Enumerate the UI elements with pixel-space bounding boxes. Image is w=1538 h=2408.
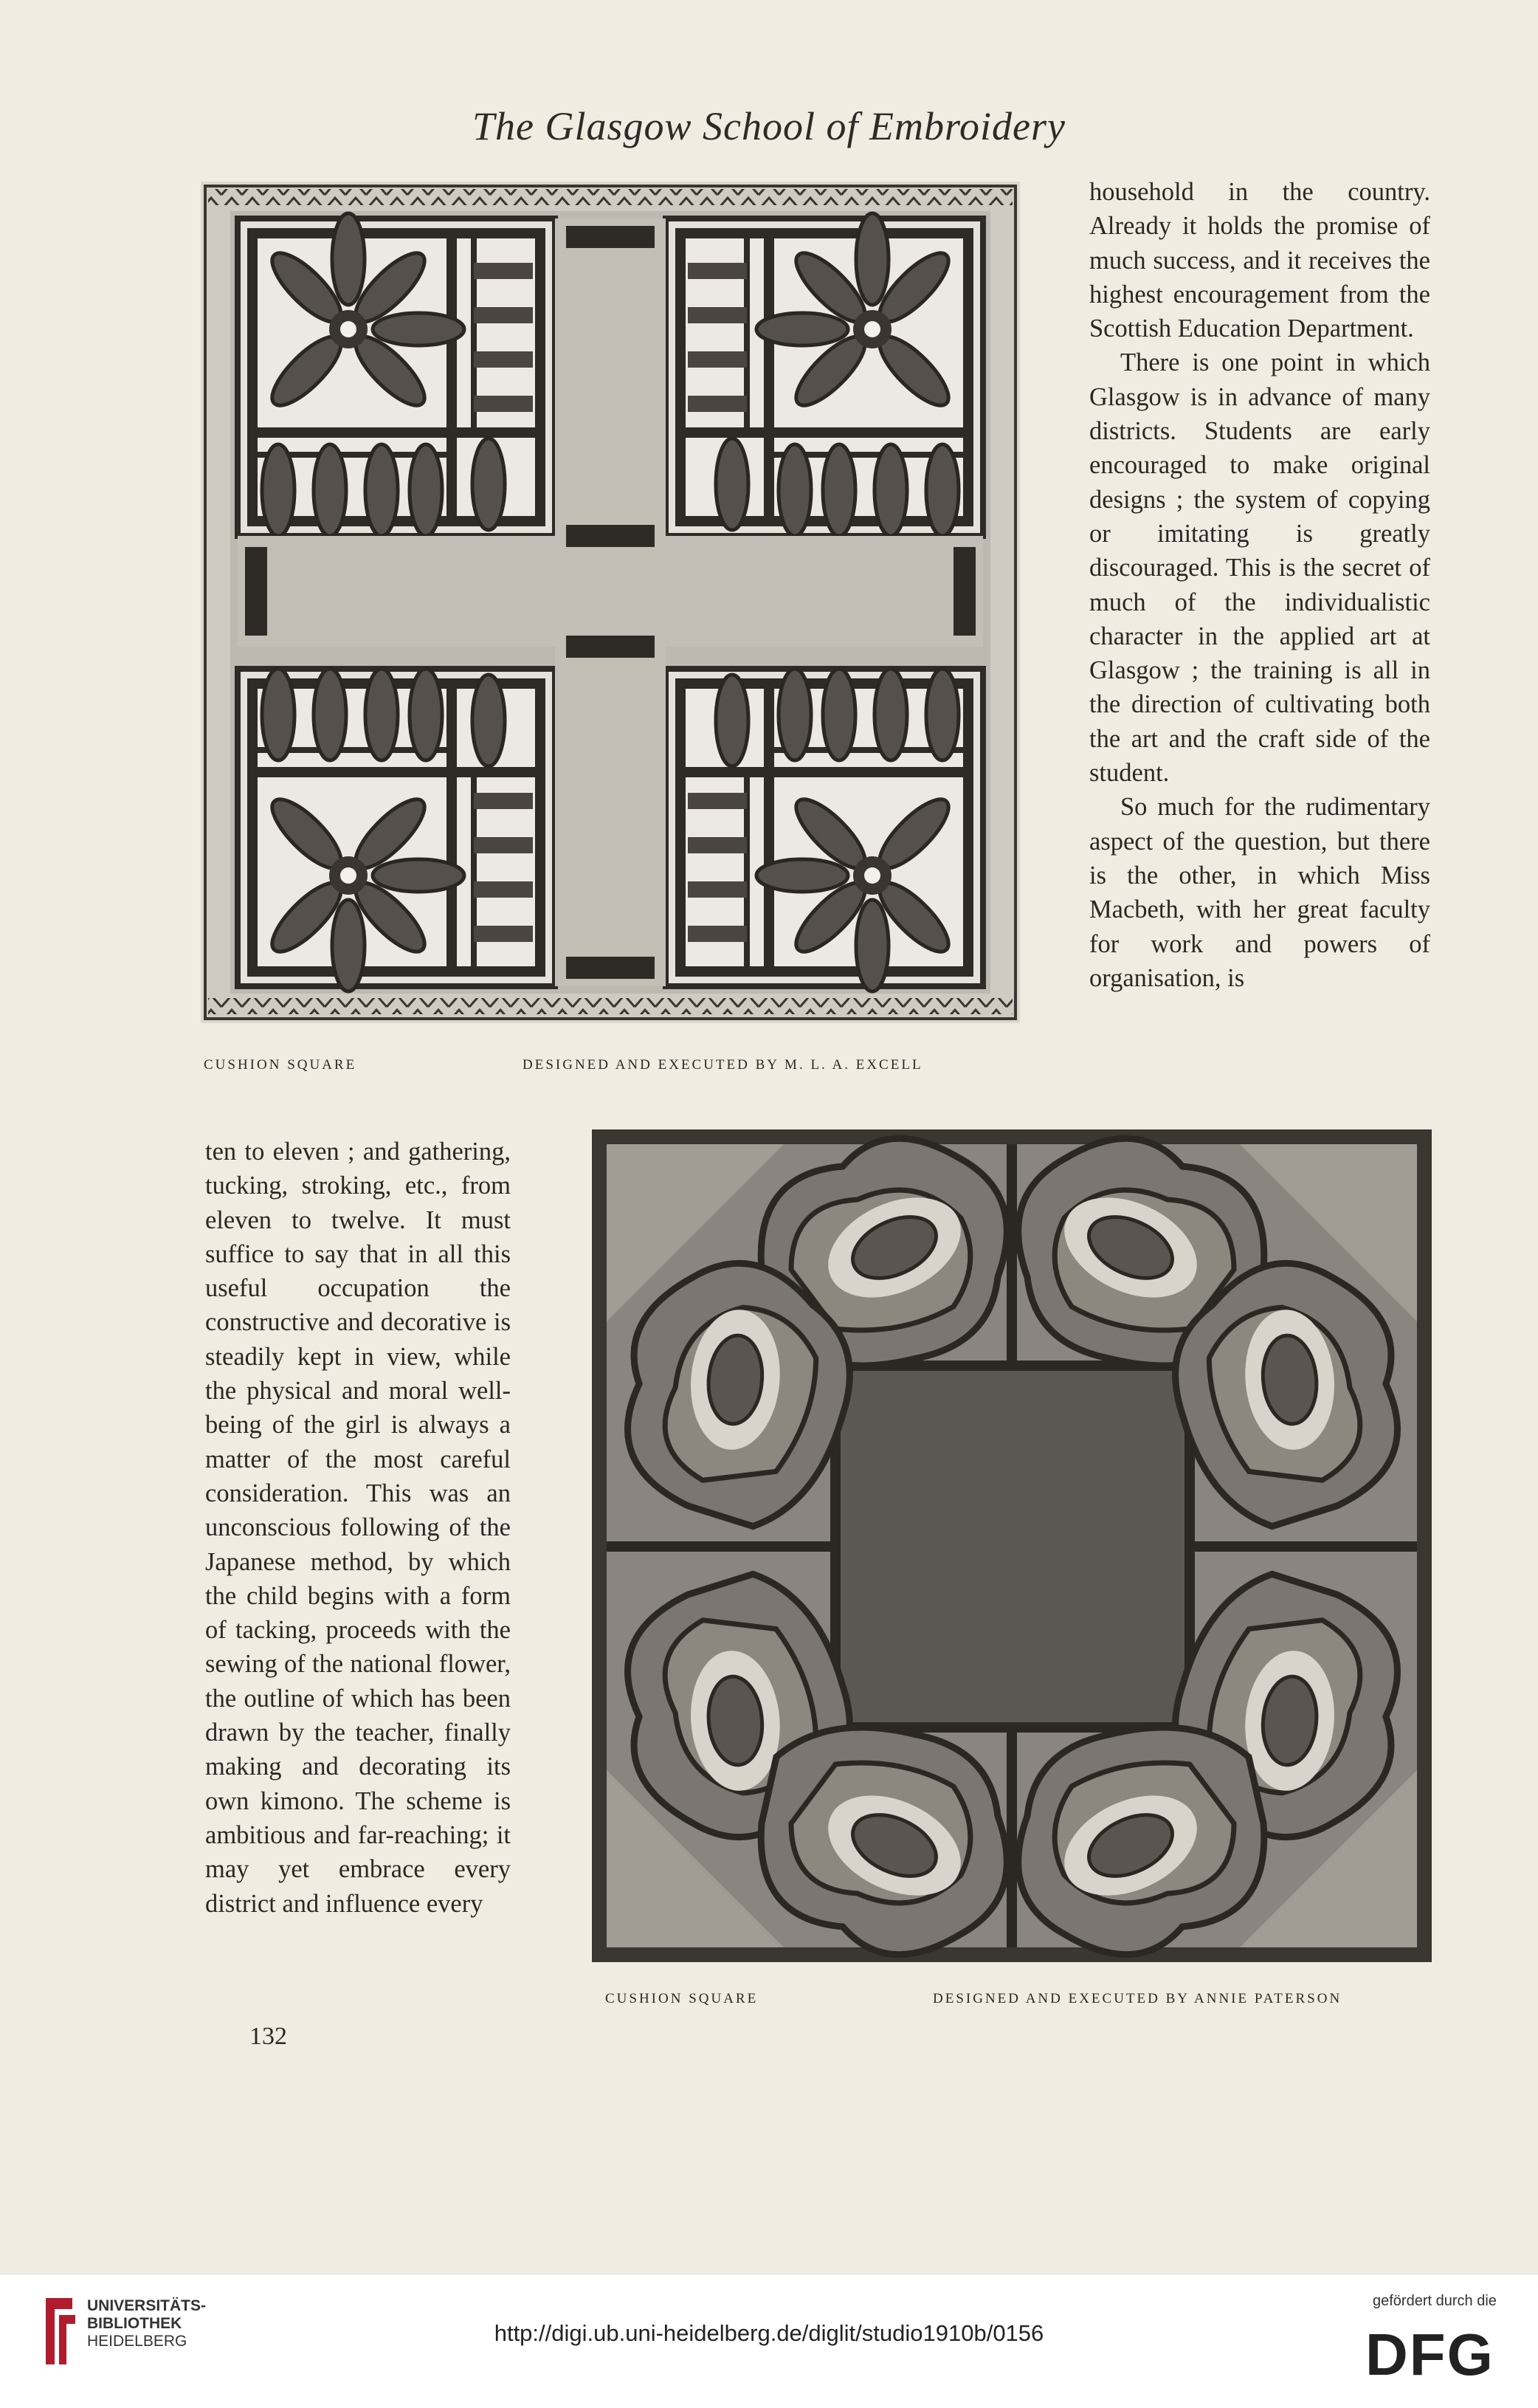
right-paragraph-2: There is one point in which Glasgow is in advance of many districts. Students are early encouraged to make original designs ; the system of copying or imitating is greatly discouraged. This is the secret of much of the individualistic character in the applied art at Glasgow ; the training is all in the direction of cultivating both the art and the craft side of the student. — [1089, 348, 1430, 788]
figure-1-caption-credit: DESIGNED AND EXECUTED BY M. L. A. EXCELL — [523, 1057, 923, 1073]
sponsor-text: gefördert durch die — [1373, 2293, 1497, 2309]
right-paragraph-3: So much for the rudimentary aspect of the question, but there is the other, in which Miss Macbeth, with her great faculty for work and powers of organisation, is — [1089, 793, 1430, 992]
source-url-link[interactable]: http://digi.ub.uni-heidelberg.de/diglit/studio1910b/0156 — [494, 2320, 1044, 2346]
library-name: UNIVERSITÄTS- BIBLIOTHEK HEIDELBERG — [87, 2297, 207, 2350]
right-column-text — [1089, 175, 1430, 995]
left-column-text — [205, 1135, 511, 1921]
figure-2-caption-title: CUSHION SQUARE — [605, 1991, 759, 2006]
figure-2-caption-credit: DESIGNED AND EXECUTED BY ANNIE PATERSON — [933, 1991, 1342, 2006]
left-paragraph: ten to eleven ; and gathering, tucking, stroking, etc., from eleven to twelve. It must suffice to say that in all this useful occupation the constructive and decorative is steadily kept in view, while the physical and moral well-being of the girl is always a matter of the most careful consideration. This was an unconscious following of the Japanese method, by which the child begins with a form of tacking, proceeds with the sewing of the national flower, the outline of which has been drawn by the teacher, finally making and decorating its own kimono. The scheme is ambitious and far-reaching; it may yet embrace every district and influence every — [205, 1138, 511, 1918]
running-head: The Glasgow School of Embroidery — [472, 104, 1066, 148]
cushion-square-image-excell — [201, 182, 1020, 1023]
dfg-logo: DFG — [1365, 2322, 1494, 2387]
figure-1-caption-title: CUSHION SQUARE — [204, 1057, 357, 1073]
cushion-square-image-paterson — [592, 1129, 1432, 1962]
page-number: 132 — [249, 2023, 287, 2050]
right-paragraph-1: household in the country. Already it holds the promise of much success, and it receives the highest encouragement from the Scottish Education Department. — [1089, 178, 1430, 343]
